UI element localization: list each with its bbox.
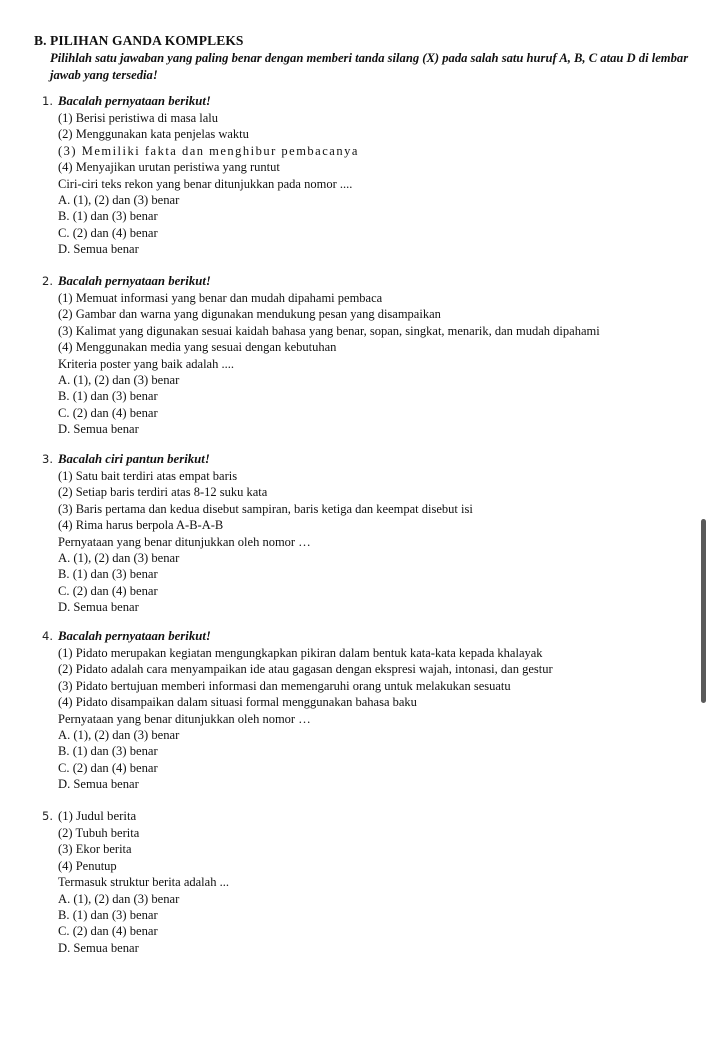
question-title: Bacalah pernyataan berikut! (58, 629, 211, 643)
question-prompt: Pernyataan yang benar ditunjukkan oleh nomor … (58, 711, 311, 726)
option-c[interactable]: C. (2) dan (4) benar (58, 405, 158, 420)
option-d[interactable]: D. Semua benar (58, 940, 139, 955)
statement: (3) Ekor berita (58, 842, 132, 857)
option-b[interactable]: B. (1) dan (3) benar (58, 744, 158, 759)
section-title: B. PILIHAN GANDA KOMPLEKS (34, 33, 244, 48)
statement: (2) Pidato adalah cara menyampaikan ide atau gagasan dengan ekspresi wajah, intonasi, dan gestur (58, 662, 553, 677)
statement: (4) Penutup (58, 858, 117, 873)
question-4 (42, 628, 692, 793)
question-number: 5. (42, 809, 53, 823)
option-a[interactable]: A. (1), (2) dan (3) benar (58, 891, 180, 906)
question-2 (42, 273, 692, 438)
question-number: 2. (42, 274, 53, 288)
question-title: Bacalah pernyataan berikut! (58, 274, 211, 288)
option-a[interactable]: A. (1), (2) dan (3) benar (58, 372, 180, 387)
option-b[interactable]: B. (1) dan (3) benar (58, 567, 158, 582)
scrollbar-thumb[interactable] (701, 519, 706, 703)
option-a[interactable]: A. (1), (2) dan (3) benar (58, 550, 180, 565)
option-a[interactable]: A. (1), (2) dan (3) benar (58, 727, 180, 742)
question-title: Bacalah ciri pantun berikut! (58, 452, 210, 466)
statement: (3) Kalimat yang digunakan sesuai kaidah bahasa yang benar, sopan, singkat, menarik, dan mudah dipahami (58, 323, 600, 338)
statement: (1) Berisi peristiwa di masa lalu (58, 111, 219, 125)
question-prompt: Ciri-ciri teks rekon yang benar ditunjukkan pada nomor .... (58, 176, 353, 191)
question-header (42, 451, 692, 468)
option-c[interactable]: C. (2) dan (4) benar (58, 760, 158, 775)
question-5 (42, 808, 692, 956)
statement: (2) Tubuh berita (58, 826, 140, 840)
question-header (42, 628, 692, 645)
section-instruction: Pilihlah satu jawaban yang paling benar dengan memberi tanda silang (X) pada salah satu huruf A, B, C atau D di lembar jawab yang tersedia! (50, 51, 689, 82)
statement: (2) Menggunakan kata penjelas waktu (58, 127, 249, 142)
statement: (3) Pidato bertujuan memberi informasi dan memengaruhi orang untuk melakukan sesuatu (58, 678, 511, 693)
statement: (3) Baris pertama dan kedua disebut sampiran, baris ketiga dan keempat disebut isi (58, 501, 473, 516)
statement: (4) Menggunakan media yang sesuai dengan kebutuhan (58, 340, 337, 355)
question-title: Bacalah pernyataan berikut! (58, 94, 211, 108)
question-header (42, 93, 692, 110)
statement: (4) Menyajikan urutan peristiwa yang runtut (58, 160, 280, 175)
option-a[interactable]: A. (1), (2) dan (3) benar (58, 192, 180, 207)
statement: (1) Satu bait terdiri atas empat baris (58, 469, 238, 483)
option-d[interactable]: D. Semua benar (58, 422, 139, 437)
question-header (42, 273, 692, 290)
option-b[interactable]: B. (1) dan (3) benar (58, 907, 158, 922)
question-3 (42, 451, 692, 616)
option-b[interactable]: B. (1) dan (3) benar (58, 209, 158, 224)
option-b[interactable]: B. (1) dan (3) benar (58, 389, 158, 404)
statement: (1) Pidato merupakan kegiatan mengungkapkan pikiran dalam bentuk kata-kata kepada khalayak (58, 646, 543, 660)
question-number: 4. (42, 629, 53, 643)
question-1 (42, 93, 692, 258)
question-prompt: Pernyataan yang benar ditunjukkan oleh nomor … (58, 534, 311, 549)
option-c[interactable]: C. (2) dan (4) benar (58, 583, 158, 598)
question-title: (1) Judul berita (58, 809, 137, 823)
question-number: 3. (42, 452, 53, 466)
question-prompt: Kriteria poster yang baik adalah .... (58, 356, 234, 371)
question-number: 1. (42, 94, 53, 108)
statement: (2) Setiap baris terdiri atas 8-12 suku kata (58, 485, 268, 500)
option-d[interactable]: D. Semua benar (58, 777, 139, 792)
question-header (42, 808, 692, 825)
option-c[interactable]: C. (2) dan (4) benar (58, 924, 158, 939)
option-c[interactable]: C. (2) dan (4) benar (58, 225, 158, 240)
statement: (3) Memiliki fakta dan menghibur pembacanya (58, 143, 359, 158)
option-d[interactable]: D. Semua benar (58, 600, 139, 615)
question-prompt: Termasuk struktur berita adalah ... (58, 875, 229, 890)
statement: (4) Rima harus berpola A-B-A-B (58, 518, 224, 533)
statement: (2) Gambar dan warna yang digunakan mendukung pesan yang disampaikan (58, 307, 441, 322)
statement: (4) Pidato disampaikan dalam situasi formal menggunakan bahasa baku (58, 695, 417, 710)
option-d[interactable]: D. Semua benar (58, 242, 139, 257)
statement: (1) Memuat informasi yang benar dan mudah dipahami pembaca (58, 291, 383, 305)
